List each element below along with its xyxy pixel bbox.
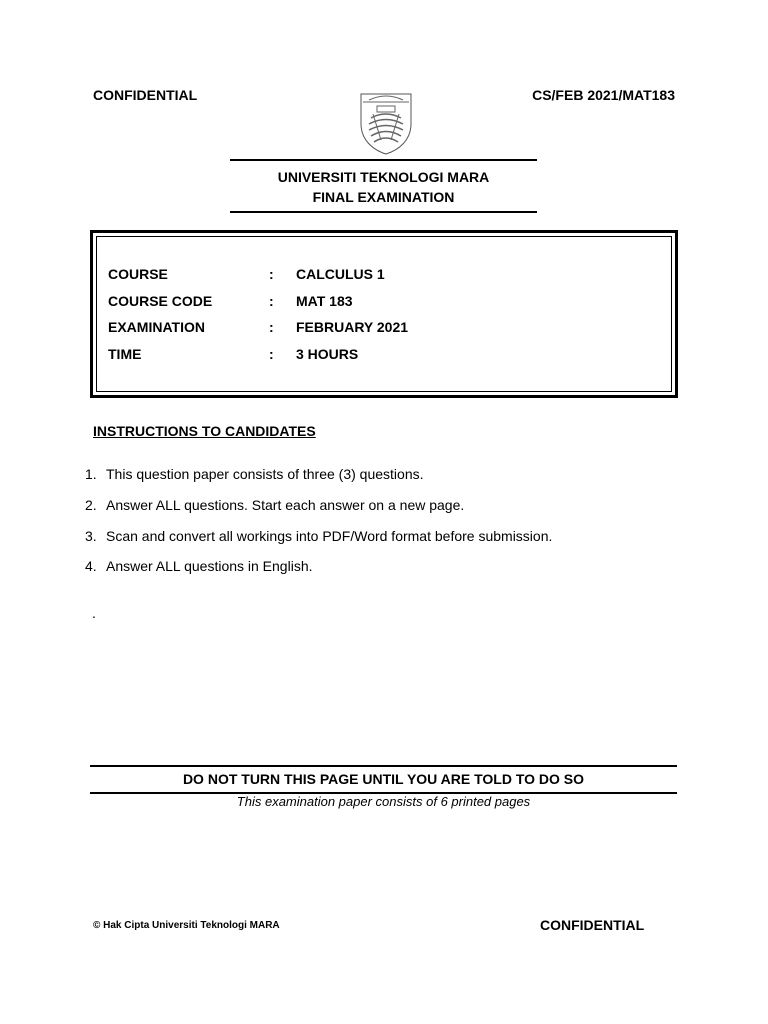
exam-type: FINAL EXAMINATION	[312, 189, 455, 205]
instruction-text: Scan and convert all workings into PDF/Word format before submission.	[106, 528, 553, 544]
course-info-box-inner-border	[96, 236, 672, 392]
footer-confidential: CONFIDENTIAL	[540, 917, 645, 933]
course-label: COURSE	[108, 266, 168, 282]
do-not-turn-warning: DO NOT TURN THIS PAGE UNTIL YOU ARE TOLD TO DO SO	[182, 771, 585, 787]
instruction-text: This question paper consists of three (3) questions.	[106, 466, 424, 482]
instruction-number: 3.	[85, 528, 97, 544]
instruction-number: 1.	[85, 466, 97, 482]
course-code-value: MAT 183	[296, 293, 353, 309]
instruction-item	[85, 497, 464, 513]
examination-value: FEBRUARY 2021	[296, 319, 409, 335]
examination-label: EXAMINATION	[108, 319, 205, 335]
instruction-item	[85, 466, 424, 482]
time-row	[108, 346, 628, 366]
header-paper-code: CS/FEB 2021/MAT183	[532, 87, 675, 103]
footer-copyright: © Hak Cipta Universiti Teknologi MARA	[93, 920, 280, 931]
examination-row	[108, 319, 628, 339]
printed-pages-note: This examination paper consists of 6 printed pages	[236, 794, 531, 809]
time-value: 3 HOURS	[296, 346, 359, 362]
trailing-period: .	[92, 605, 96, 621]
instruction-item	[85, 528, 552, 544]
course-code-label: COURSE CODE	[108, 293, 213, 309]
instruction-number: 2.	[85, 497, 97, 513]
notice-rule-top	[90, 765, 677, 767]
instruction-text: Answer ALL questions. Start each answer on a new page.	[106, 497, 465, 513]
course-value: CALCULUS 1	[296, 266, 385, 282]
header-confidential: CONFIDENTIAL	[93, 87, 198, 103]
time-separator: :	[269, 346, 274, 362]
instruction-number: 4.	[85, 558, 97, 574]
course-info-box	[90, 230, 678, 398]
course-code-row	[108, 293, 628, 313]
time-label: TIME	[108, 346, 142, 362]
examination-separator: :	[269, 319, 274, 335]
instruction-item	[85, 558, 313, 574]
title-rule-bottom	[230, 211, 537, 213]
course-row	[108, 266, 628, 286]
instruction-text: Answer ALL questions in English.	[106, 558, 313, 574]
instructions-heading: INSTRUCTIONS TO CANDIDATES	[93, 423, 316, 439]
university-crest-icon	[357, 90, 415, 156]
course-separator: :	[269, 266, 274, 282]
university-name: UNIVERSITI TEKNOLOGI MARA	[277, 169, 490, 185]
course-code-separator: :	[269, 293, 274, 309]
title-rule-top	[230, 159, 537, 161]
